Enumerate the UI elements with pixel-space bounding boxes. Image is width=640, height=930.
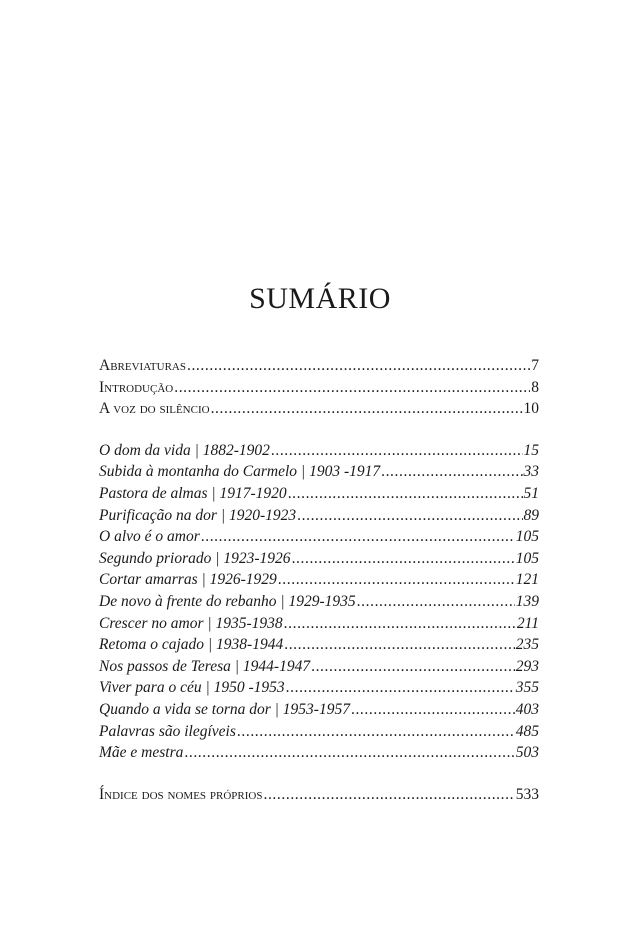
toc-entry-title: Nos passos de Teresa | 1944-1947: [99, 657, 311, 675]
toc-entry-title: Pastora de almas | 1917-1920: [99, 484, 287, 502]
dot-leader: [351, 699, 515, 721]
toc-chapter-6[interactable]: [99, 548, 539, 570]
front-matter-list: [99, 355, 539, 420]
dot-leader: [237, 721, 515, 743]
dot-leader: [263, 784, 514, 806]
toc-entry-title: O dom da vida | 1882-1902: [99, 441, 270, 459]
toc-entry-page: 211: [516, 614, 539, 632]
back-matter-list: [99, 784, 539, 806]
toc-entry-page: 10: [523, 400, 539, 418]
toc-entry-page: 105: [515, 528, 539, 546]
dot-leader: [311, 656, 515, 678]
toc-chapter-11[interactable]: [99, 656, 539, 678]
toc-entry-title: Quando a vida se torna dor | 1953-1957: [99, 700, 350, 718]
toc-chapter-13[interactable]: [99, 699, 539, 721]
dot-leader: [381, 461, 522, 483]
chapters-list: [99, 440, 539, 764]
dot-leader: [357, 591, 515, 613]
toc-entry-title: Cortar amarras | 1926-1929: [99, 571, 277, 589]
dot-leader: [292, 548, 515, 570]
toc-entry-title: Introdução: [99, 378, 174, 396]
toc-entry-page: 15: [523, 441, 539, 459]
toc-entry-a-voz-do-silencio[interactable]: [99, 398, 539, 420]
dot-leader: [174, 377, 530, 399]
toc-entry-title: Subida à montanha do Carmelo | 1903 -1917: [99, 463, 381, 481]
toc-entry-page: 139: [515, 592, 539, 610]
toc-entry-title: Mãe e mestra: [99, 744, 184, 762]
table-of-contents: [99, 355, 539, 805]
toc-entry-title: Crescer no amor | 1935-1938: [99, 614, 283, 632]
toc-entry-title: Índice dos nomes próprios: [99, 785, 263, 803]
dot-leader: [297, 505, 522, 527]
dot-leader: [284, 613, 516, 635]
toc-chapter-4[interactable]: [99, 505, 539, 527]
toc-entry-title: Viver para o céu | 1950 -1953: [99, 679, 285, 697]
toc-chapter-10[interactable]: [99, 634, 539, 656]
toc-entry-page: 105: [515, 549, 539, 567]
toc-entry-page: 355: [515, 679, 539, 697]
toc-entry-abreviaturas[interactable]: [99, 355, 539, 377]
toc-entry-title: Retoma o cajado | 1938-1944: [99, 636, 284, 654]
toc-entry-page: 8: [531, 378, 539, 396]
dot-leader: [271, 440, 523, 462]
toc-chapter-2[interactable]: [99, 461, 539, 483]
toc-chapter-7[interactable]: [99, 569, 539, 591]
toc-entry-page: 533: [515, 785, 539, 803]
dot-leader: [278, 569, 515, 591]
toc-entry-page: 503: [515, 744, 539, 762]
toc-chapter-5[interactable]: [99, 526, 539, 548]
toc-chapter-1[interactable]: [99, 440, 539, 462]
dot-leader: [211, 398, 523, 420]
toc-entry-title: Segundo priorado | 1923-1926: [99, 549, 291, 567]
dot-leader: [284, 634, 515, 656]
toc-entry-page: 89: [523, 506, 539, 524]
toc-chapter-15[interactable]: [99, 742, 539, 764]
toc-entry-title: O alvo é o amor: [99, 528, 200, 546]
toc-chapter-8[interactable]: [99, 591, 539, 613]
toc-entry-title: A voz do silêncio: [99, 400, 210, 418]
toc-chapter-3[interactable]: [99, 483, 539, 505]
toc-entry-page: 33: [523, 463, 539, 481]
toc-entry-page: 121: [515, 571, 539, 589]
toc-entry-indice[interactable]: [99, 784, 539, 806]
toc-entry-page: 7: [531, 357, 539, 374]
toc-entry-title: Purificação na dor | 1920-1923: [99, 506, 297, 524]
dot-leader: [201, 526, 515, 548]
page-title: SUMÁRIO: [249, 282, 391, 315]
toc-entry-title: De novo à frente do rebanho | 1929-1935: [99, 592, 356, 610]
toc-entry-introducao[interactable]: [99, 377, 539, 399]
toc-chapter-9[interactable]: [99, 613, 539, 635]
dot-leader: [184, 742, 514, 764]
toc-entry-title: Palavras são ilegíveis: [99, 722, 236, 740]
dot-leader: [187, 355, 530, 377]
toc-chapter-14[interactable]: [99, 721, 539, 743]
toc-entry-page: 485: [515, 722, 539, 740]
toc-entry-title: Abreviaturas: [99, 357, 186, 374]
dot-leader: [288, 483, 523, 505]
dot-leader: [286, 677, 515, 699]
toc-entry-page: 235: [515, 636, 539, 654]
toc-entry-page: 51: [523, 484, 539, 502]
toc-chapter-12[interactable]: [99, 677, 539, 699]
toc-entry-page: 293: [515, 657, 539, 675]
toc-entry-page: 403: [515, 700, 539, 718]
